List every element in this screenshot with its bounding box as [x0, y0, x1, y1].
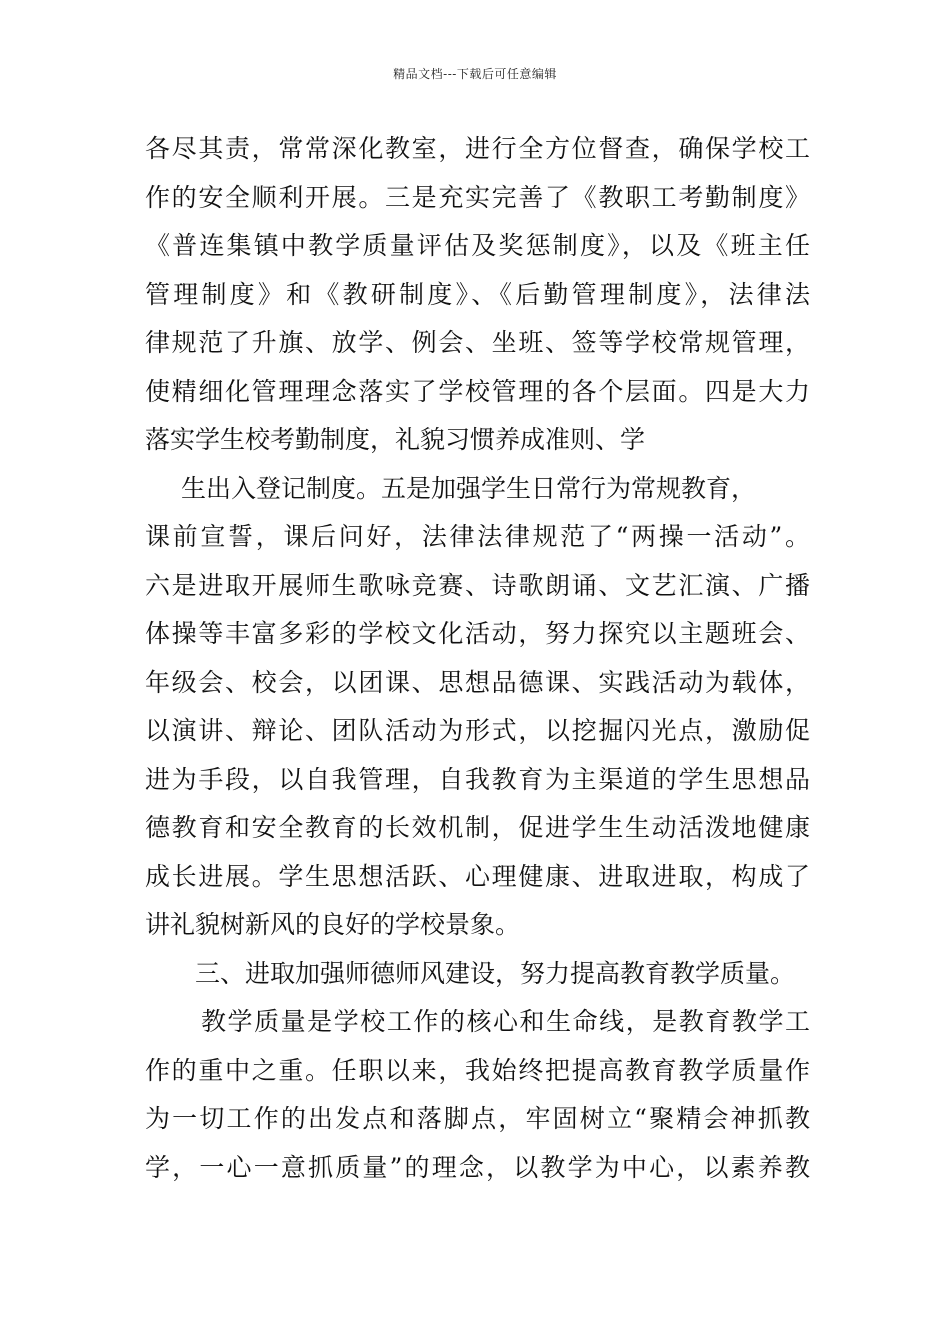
text-line: 使精细化管理理念落实了学校管理的各个层面。四是大力 — [145, 376, 810, 406]
text-line: 课前宣誓，课后问好，法律法律规范了“两操一活动”。 — [145, 522, 810, 551]
paragraph-2 — [145, 465, 810, 950]
text-line: 讲礼貌树新风的良好的学校景象。 — [145, 910, 521, 939]
page-header: 精品文档---下载后可任意编辑 — [393, 67, 557, 81]
text-line: 《普连集镇中教学质量评估及奖惩制度》，以及《班主任 — [145, 231, 810, 260]
paragraph-4 — [145, 998, 810, 1192]
text-line: 律规范了升旗、放学、例会、坐班、签等学校常规管理， — [145, 328, 810, 357]
text-line: 德教育和安全教育的长效机制，促进学生生动活泼地健康 — [145, 813, 810, 842]
text-line: 体操等丰富多彩的学校文化活动，努力探究以主题班会、 — [145, 619, 810, 648]
text-line: 年级会、校会，以团课、思想品德课、实践活动为载体， — [145, 667, 810, 697]
text-line: 作的安全顺利开展。三是充实完善了《教职工考勤制度》 — [145, 182, 810, 212]
text-line: 各尽其责，常常深化教室，进行全方位督查，确保学校工 — [145, 134, 810, 163]
text-line: 管理制度》和《教研制度》、《后勤管理制度》，法律法 — [145, 279, 810, 309]
text-line: 落实学生校考勤制度，礼貌习惯养成准则、学 — [145, 425, 646, 454]
section-heading — [145, 950, 810, 999]
text-line: 进为手段，以自我管理，自我教育为主渠道的学生思想品 — [145, 764, 810, 794]
text-line: 为一切工作的出发点和落脚点，牢固树立“聚精会神抓教 — [145, 1104, 810, 1133]
text-line: 三、进取加强师德师风建设，努力提高教育教学质量。 — [195, 958, 796, 988]
text-line: 以演讲、辩论、团队活动为形式，以挖掘闪光点，激励促 — [145, 716, 810, 745]
text-line: 学，一心一意抓质量”的理念，以教学为中心，以素养教 — [145, 1152, 810, 1182]
text-line: 成长进展。学生思想活跃、心理健康、进取进取，构成了 — [145, 861, 810, 891]
document-body — [145, 125, 810, 1192]
paragraph-1 — [145, 125, 810, 465]
text-line: 教学质量是学校工作的核心和生命线，是教育教学工 — [201, 1007, 810, 1036]
text-line: 生出入登记制度。五是加强学生日常行为常规教育， — [181, 473, 757, 503]
text-line: 作的重中之重。任职以来，我始终把提高教育教学质量作 — [145, 1055, 810, 1085]
text-line: 六是进取开展师生歌咏竞赛、诗歌朗诵、文艺汇演、广播 — [145, 570, 810, 600]
